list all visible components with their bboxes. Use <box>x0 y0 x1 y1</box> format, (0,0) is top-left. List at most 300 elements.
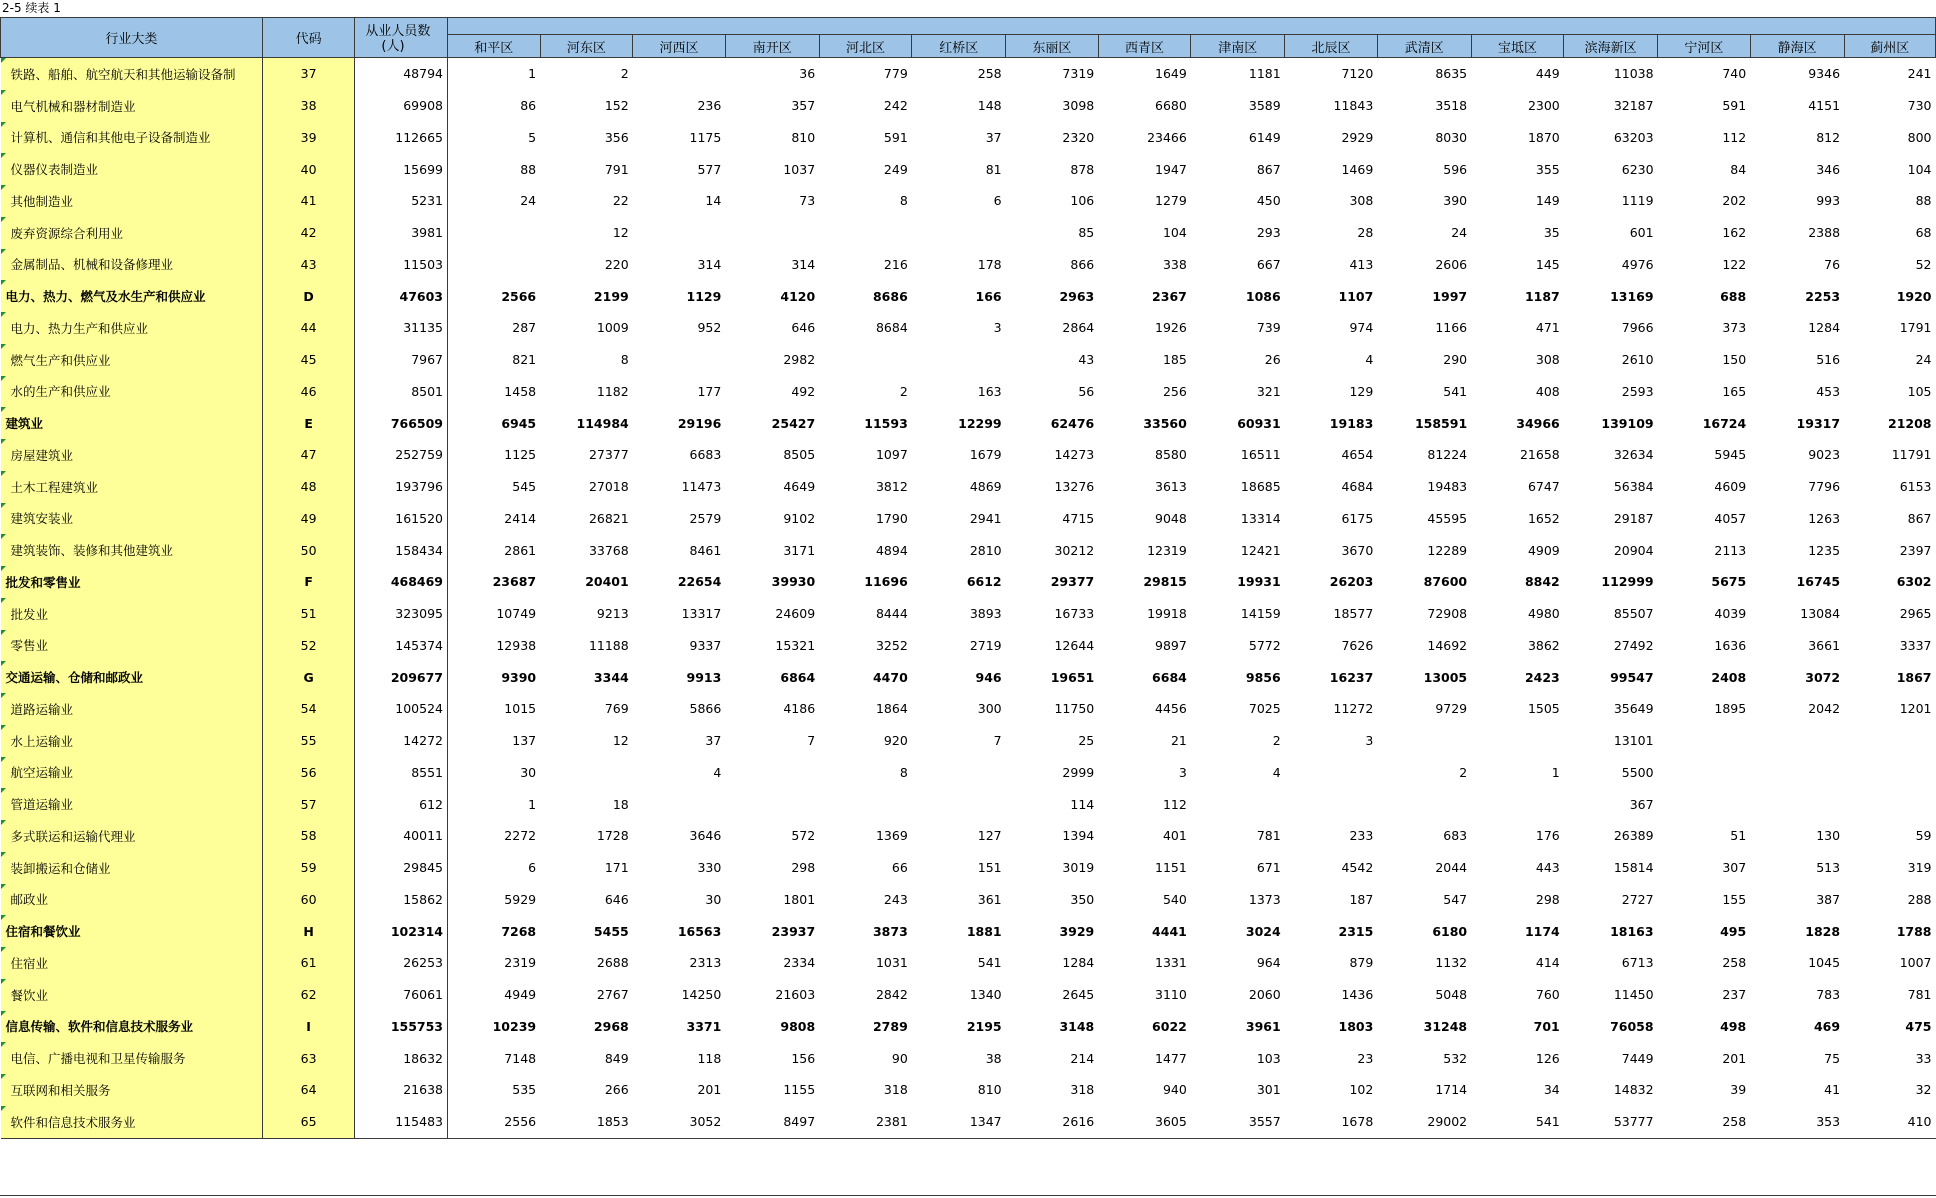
district-value-cell[interactable]: 18577 <box>1285 598 1378 630</box>
district-value-cell[interactable]: 256 <box>1098 376 1191 408</box>
district-value-cell[interactable]: 8444 <box>819 598 912 630</box>
total-employees-cell[interactable]: 21638 <box>355 1074 448 1106</box>
total-employees-cell[interactable]: 766509 <box>355 407 448 439</box>
district-value-cell[interactable]: 2727 <box>1564 884 1658 916</box>
industry-name-cell[interactable]: 邮政业 <box>1 884 263 916</box>
district-value-cell[interactable]: 1369 <box>819 820 912 852</box>
district-value-cell[interactable]: 2397 <box>1844 534 1935 566</box>
industry-code-cell[interactable]: 54 <box>262 693 355 725</box>
district-value-cell[interactable]: 810 <box>725 122 819 154</box>
district-value-cell[interactable]: 1803 <box>1285 1011 1378 1043</box>
district-value-cell[interactable]: 130 <box>1750 820 1844 852</box>
district-value-cell[interactable]: 2968 <box>540 1011 633 1043</box>
district-value-cell[interactable]: 27018 <box>540 471 633 503</box>
district-value-cell[interactable]: 11188 <box>540 630 633 662</box>
district-value-cell[interactable]: 163 <box>912 376 1006 408</box>
district-value-cell[interactable]: 10749 <box>448 598 541 630</box>
district-value-cell[interactable]: 469 <box>1750 1011 1844 1043</box>
industry-code-cell[interactable]: 44 <box>262 312 355 344</box>
district-value-cell[interactable]: 25427 <box>725 407 819 439</box>
district-value-cell[interactable]: 2 <box>1191 725 1285 757</box>
district-value-cell[interactable]: 29377 <box>1006 566 1099 598</box>
district-value-cell[interactable]: 31248 <box>1377 1011 1471 1043</box>
district-value-cell[interactable]: 1853 <box>540 1106 633 1138</box>
district-value-cell[interactable]: 2253 <box>1750 280 1844 312</box>
district-value-cell[interactable]: 87600 <box>1377 566 1471 598</box>
district-value-cell[interactable]: 13005 <box>1377 661 1471 693</box>
district-value-cell[interactable]: 541 <box>1377 376 1471 408</box>
district-value-cell[interactable]: 495 <box>1658 915 1751 947</box>
total-employees-cell[interactable]: 48794 <box>355 58 448 90</box>
total-employees-cell[interactable]: 7967 <box>355 344 448 376</box>
district-value-cell[interactable]: 20904 <box>1564 534 1658 566</box>
district-value-cell[interactable]: 26 <box>1191 344 1285 376</box>
district-value-cell[interactable]: 2842 <box>819 979 912 1011</box>
district-value-cell[interactable]: 449 <box>1471 58 1564 90</box>
district-value-cell[interactable]: 201 <box>1658 1042 1751 1074</box>
industry-code-cell[interactable]: 64 <box>262 1074 355 1106</box>
district-value-cell[interactable]: 242 <box>819 90 912 122</box>
district-value-cell[interactable]: 1107 <box>1285 280 1378 312</box>
district-value-cell[interactable]: 122 <box>1658 249 1751 281</box>
industry-name-cell[interactable]: 建筑安装业 <box>1 503 263 535</box>
district-value-cell[interactable]: 51 <box>1658 820 1751 852</box>
district-value-cell[interactable]: 21603 <box>725 979 819 1011</box>
district-value-cell[interactable]: 1132 <box>1377 947 1471 979</box>
district-value-cell[interactable]: 1728 <box>540 820 633 852</box>
district-value-cell[interactable]: 1007 <box>1844 947 1935 979</box>
district-value-cell[interactable]: 1187 <box>1471 280 1564 312</box>
district-value-cell[interactable]: 13317 <box>633 598 726 630</box>
district-value-cell[interactable]: 33768 <box>540 534 633 566</box>
district-value-cell[interactable]: 8497 <box>725 1106 819 1138</box>
district-value-cell[interactable]: 1458 <box>448 376 541 408</box>
district-value-cell[interactable]: 27492 <box>1564 630 1658 662</box>
district-value-cell[interactable]: 32187 <box>1564 90 1658 122</box>
district-value-cell[interactable]: 266 <box>540 1074 633 1106</box>
header-district[interactable]: 津南区 <box>1191 35 1285 58</box>
district-value-cell[interactable]: 1279 <box>1098 185 1191 217</box>
district-value-cell[interactable]: 867 <box>1844 503 1935 535</box>
district-value-cell[interactable]: 15814 <box>1564 852 1658 884</box>
industry-name-cell[interactable]: 管道运输业 <box>1 788 263 820</box>
district-value-cell[interactable]: 2334 <box>725 947 819 979</box>
district-value-cell[interactable]: 112 <box>1658 122 1751 154</box>
district-value-cell[interactable]: 1284 <box>1750 312 1844 344</box>
district-value-cell[interactable]: 471 <box>1471 312 1564 344</box>
district-value-cell[interactable]: 1997 <box>1377 280 1471 312</box>
district-value-cell[interactable]: 540 <box>1098 884 1191 916</box>
district-value-cell[interactable]: 165 <box>1658 376 1751 408</box>
district-value-cell[interactable]: 781 <box>1844 979 1935 1011</box>
header-district[interactable]: 宁河区 <box>1658 35 1751 58</box>
district-value-cell[interactable] <box>725 217 819 249</box>
district-value-cell[interactable]: 4649 <box>725 471 819 503</box>
district-value-cell[interactable]: 740 <box>1658 58 1751 90</box>
district-value-cell[interactable]: 1881 <box>912 915 1006 947</box>
district-value-cell[interactable]: 1652 <box>1471 503 1564 535</box>
district-value-cell[interactable]: 2388 <box>1750 217 1844 249</box>
district-value-cell[interactable]: 3518 <box>1377 90 1471 122</box>
district-value-cell[interactable]: 6230 <box>1564 153 1658 185</box>
district-value-cell[interactable]: 13314 <box>1191 503 1285 535</box>
district-value-cell[interactable] <box>912 757 1006 789</box>
district-value-cell[interactable]: 8580 <box>1098 439 1191 471</box>
industry-name-cell[interactable]: 仪器仪表制造业 <box>1 153 263 185</box>
district-value-cell[interactable]: 126 <box>1471 1042 1564 1074</box>
district-value-cell[interactable]: 11473 <box>633 471 726 503</box>
district-value-cell[interactable]: 952 <box>633 312 726 344</box>
district-value-cell[interactable]: 7 <box>912 725 1006 757</box>
district-value-cell[interactable]: 13169 <box>1564 280 1658 312</box>
district-value-cell[interactable]: 330 <box>633 852 726 884</box>
district-value-cell[interactable]: 178 <box>912 249 1006 281</box>
district-value-cell[interactable]: 33560 <box>1098 407 1191 439</box>
district-value-cell[interactable]: 2719 <box>912 630 1006 662</box>
district-value-cell[interactable]: 1119 <box>1564 185 1658 217</box>
district-value-cell[interactable]: 45595 <box>1377 503 1471 535</box>
district-value-cell[interactable]: 2313 <box>633 947 726 979</box>
district-value-cell[interactable]: 2982 <box>725 344 819 376</box>
header-employees[interactable] <box>355 18 448 58</box>
district-value-cell[interactable]: 11696 <box>819 566 912 598</box>
industry-name-cell[interactable]: 土木工程建筑业 <box>1 471 263 503</box>
header-district[interactable]: 西青区 <box>1098 35 1191 58</box>
district-value-cell[interactable]: 137 <box>448 725 541 757</box>
industry-name-cell[interactable]: 交通运输、仓储和邮政业 <box>1 661 263 693</box>
district-value-cell[interactable]: 7626 <box>1285 630 1378 662</box>
district-value-cell[interactable]: 1347 <box>912 1106 1006 1138</box>
district-value-cell[interactable]: 2195 <box>912 1011 1006 1043</box>
district-value-cell[interactable]: 361 <box>912 884 1006 916</box>
district-value-cell[interactable]: 102 <box>1285 1074 1378 1106</box>
district-value-cell[interactable]: 30212 <box>1006 534 1099 566</box>
district-value-cell[interactable]: 791 <box>540 153 633 185</box>
total-employees-cell[interactable]: 15699 <box>355 153 448 185</box>
district-value-cell[interactable]: 878 <box>1006 153 1099 185</box>
district-value-cell[interactable]: 1151 <box>1098 852 1191 884</box>
total-employees-cell[interactable]: 29845 <box>355 852 448 884</box>
district-value-cell[interactable]: 6 <box>912 185 1006 217</box>
district-value-cell[interactable]: 541 <box>1471 1106 1564 1138</box>
district-value-cell[interactable]: 1920 <box>1844 280 1935 312</box>
district-value-cell[interactable]: 12 <box>540 725 633 757</box>
total-employees-cell[interactable]: 26253 <box>355 947 448 979</box>
industry-code-cell[interactable]: 62 <box>262 979 355 1011</box>
district-value-cell[interactable]: 410 <box>1844 1106 1935 1138</box>
district-value-cell[interactable]: 3 <box>1285 725 1378 757</box>
district-value-cell[interactable] <box>819 217 912 249</box>
district-value-cell[interactable]: 2593 <box>1564 376 1658 408</box>
district-value-cell[interactable]: 3605 <box>1098 1106 1191 1138</box>
district-value-cell[interactable]: 5 <box>448 122 541 154</box>
industry-name-cell[interactable]: 废弃资源综合利用业 <box>1 217 263 249</box>
district-value-cell[interactable]: 3613 <box>1098 471 1191 503</box>
district-value-cell[interactable]: 321 <box>1191 376 1285 408</box>
industry-name-cell[interactable]: 其他制造业 <box>1 185 263 217</box>
district-value-cell[interactable]: 2315 <box>1285 915 1378 947</box>
industry-name-cell[interactable]: 批发和零售业 <box>1 566 263 598</box>
district-value-cell[interactable]: 8686 <box>819 280 912 312</box>
industry-code-cell[interactable]: 65 <box>262 1106 355 1138</box>
industry-code-cell[interactable]: 37 <box>262 58 355 90</box>
district-value-cell[interactable]: 34 <box>1471 1074 1564 1106</box>
district-value-cell[interactable]: 4609 <box>1658 471 1751 503</box>
district-value-cell[interactable]: 1097 <box>819 439 912 471</box>
industry-code-cell[interactable]: 57 <box>262 788 355 820</box>
district-value-cell[interactable]: 4120 <box>725 280 819 312</box>
district-value-cell[interactable]: 346 <box>1750 153 1844 185</box>
header-code[interactable]: 代码 <box>262 18 355 58</box>
industry-name-cell[interactable]: 住宿业 <box>1 947 263 979</box>
district-value-cell[interactable]: 29187 <box>1564 503 1658 535</box>
district-value-cell[interactable]: 314 <box>633 249 726 281</box>
district-value-cell[interactable]: 6 <box>448 852 541 884</box>
district-value-cell[interactable]: 492 <box>725 376 819 408</box>
district-value-cell[interactable]: 453 <box>1750 376 1844 408</box>
district-value-cell[interactable]: 3661 <box>1750 630 1844 662</box>
district-value-cell[interactable]: 9913 <box>633 661 726 693</box>
industry-name-cell[interactable]: 餐饮业 <box>1 979 263 1011</box>
district-value-cell[interactable]: 946 <box>912 661 1006 693</box>
district-value-cell[interactable]: 1678 <box>1285 1106 1378 1138</box>
district-value-cell[interactable]: 29196 <box>633 407 726 439</box>
total-employees-cell[interactable]: 112665 <box>355 122 448 154</box>
district-value-cell[interactable] <box>448 217 541 249</box>
district-value-cell[interactable]: 43 <box>1006 344 1099 376</box>
district-value-cell[interactable]: 12644 <box>1006 630 1099 662</box>
district-value-cell[interactable]: 667 <box>1191 249 1285 281</box>
industry-code-cell[interactable]: 48 <box>262 471 355 503</box>
district-value-cell[interactable]: 298 <box>725 852 819 884</box>
district-value-cell[interactable]: 3148 <box>1006 1011 1099 1043</box>
district-value-cell[interactable]: 29815 <box>1098 566 1191 598</box>
district-value-cell[interactable]: 59 <box>1844 820 1935 852</box>
district-value-cell[interactable] <box>725 757 819 789</box>
industry-name-cell[interactable]: 批发业 <box>1 598 263 630</box>
district-value-cell[interactable]: 6683 <box>633 439 726 471</box>
total-employees-cell[interactable]: 193796 <box>355 471 448 503</box>
district-value-cell[interactable] <box>633 58 726 90</box>
district-value-cell[interactable]: 350 <box>1006 884 1099 916</box>
district-value-cell[interactable]: 2300 <box>1471 90 1564 122</box>
district-value-cell[interactable]: 236 <box>633 90 726 122</box>
district-value-cell[interactable]: 5675 <box>1658 566 1751 598</box>
district-value-cell[interactable]: 12938 <box>448 630 541 662</box>
district-value-cell[interactable]: 1201 <box>1844 693 1935 725</box>
district-value-cell[interactable] <box>1471 788 1564 820</box>
district-value-cell[interactable]: 26203 <box>1285 566 1378 598</box>
district-value-cell[interactable]: 879 <box>1285 947 1378 979</box>
district-value-cell[interactable]: 8 <box>540 344 633 376</box>
district-value-cell[interactable]: 166 <box>912 280 1006 312</box>
total-employees-cell[interactable]: 40011 <box>355 820 448 852</box>
district-value-cell[interactable]: 516 <box>1750 344 1844 376</box>
district-value-cell[interactable]: 202 <box>1658 185 1751 217</box>
district-value-cell[interactable]: 5772 <box>1191 630 1285 662</box>
district-value-cell[interactable]: 4980 <box>1471 598 1564 630</box>
industry-code-cell[interactable]: 52 <box>262 630 355 662</box>
district-value-cell[interactable]: 56 <box>1006 376 1099 408</box>
district-value-cell[interactable]: 8030 <box>1377 122 1471 154</box>
district-value-cell[interactable]: 16733 <box>1006 598 1099 630</box>
district-value-cell[interactable] <box>725 788 819 820</box>
district-value-cell[interactable]: 3072 <box>1750 661 1844 693</box>
district-value-cell[interactable]: 177 <box>633 376 726 408</box>
industry-name-cell[interactable]: 铁路、船舶、航空航天和其他运输设备制 <box>1 58 263 90</box>
header-district[interactable]: 滨海新区 <box>1564 35 1658 58</box>
district-value-cell[interactable]: 32634 <box>1564 439 1658 471</box>
district-value-cell[interactable]: 7268 <box>448 915 541 947</box>
district-value-cell[interactable]: 1394 <box>1006 820 1099 852</box>
industry-code-cell[interactable]: E <box>262 407 355 439</box>
district-value-cell[interactable]: 150 <box>1658 344 1751 376</box>
industry-code-cell[interactable]: 60 <box>262 884 355 916</box>
district-value-cell[interactable]: 8684 <box>819 312 912 344</box>
district-value-cell[interactable]: 1015 <box>448 693 541 725</box>
district-value-cell[interactable]: 29002 <box>1377 1106 1471 1138</box>
district-value-cell[interactable]: 318 <box>1006 1074 1099 1106</box>
district-value-cell[interactable]: 60931 <box>1191 407 1285 439</box>
district-value-cell[interactable]: 1031 <box>819 947 912 979</box>
district-value-cell[interactable]: 162 <box>1658 217 1751 249</box>
district-value-cell[interactable]: 5945 <box>1658 439 1751 471</box>
district-value-cell[interactable]: 9856 <box>1191 661 1285 693</box>
district-value-cell[interactable]: 401 <box>1098 820 1191 852</box>
district-value-cell[interactable]: 14832 <box>1564 1074 1658 1106</box>
district-value-cell[interactable]: 23687 <box>448 566 541 598</box>
industry-name-cell[interactable]: 零售业 <box>1 630 263 662</box>
district-value-cell[interactable]: 53777 <box>1564 1106 1658 1138</box>
district-value-cell[interactable]: 414 <box>1471 947 1564 979</box>
industry-code-cell[interactable]: 40 <box>262 153 355 185</box>
district-value-cell[interactable]: 2965 <box>1844 598 1935 630</box>
industry-name-cell[interactable]: 装卸搬运和仓储业 <box>1 852 263 884</box>
district-value-cell[interactable]: 11450 <box>1564 979 1658 1011</box>
district-value-cell[interactable]: 7796 <box>1750 471 1844 503</box>
district-value-cell[interactable]: 2 <box>1377 757 1471 789</box>
district-value-cell[interactable]: 216 <box>819 249 912 281</box>
district-value-cell[interactable]: 1037 <box>725 153 819 185</box>
district-value-cell[interactable] <box>1658 788 1751 820</box>
district-value-cell[interactable] <box>1750 788 1844 820</box>
district-value-cell[interactable]: 1926 <box>1098 312 1191 344</box>
district-value-cell[interactable]: 1174 <box>1471 915 1564 947</box>
district-value-cell[interactable]: 149 <box>1471 185 1564 217</box>
total-employees-cell[interactable]: 69908 <box>355 90 448 122</box>
district-value-cell[interactable]: 2272 <box>448 820 541 852</box>
industry-code-cell[interactable]: 38 <box>262 90 355 122</box>
district-value-cell[interactable]: 2199 <box>540 280 633 312</box>
district-value-cell[interactable]: 14159 <box>1191 598 1285 630</box>
district-value-cell[interactable]: 7319 <box>1006 58 1099 90</box>
district-value-cell[interactable]: 6680 <box>1098 90 1191 122</box>
district-value-cell[interactable]: 6684 <box>1098 661 1191 693</box>
district-value-cell[interactable]: 8842 <box>1471 566 1564 598</box>
district-value-cell[interactable]: 1 <box>448 788 541 820</box>
district-value-cell[interactable]: 7966 <box>1564 312 1658 344</box>
district-value-cell[interactable]: 4542 <box>1285 852 1378 884</box>
district-value-cell[interactable]: 541 <box>912 947 1006 979</box>
district-value-cell[interactable]: 201 <box>633 1074 726 1106</box>
district-value-cell[interactable]: 2789 <box>819 1011 912 1043</box>
header-district[interactable]: 和平区 <box>448 35 541 58</box>
district-value-cell[interactable]: 18163 <box>1564 915 1658 947</box>
district-value-cell[interactable]: 9808 <box>725 1011 819 1043</box>
district-value-cell[interactable]: 4684 <box>1285 471 1378 503</box>
district-value-cell[interactable] <box>912 217 1006 249</box>
industry-name-cell[interactable]: 住宿和餐饮业 <box>1 915 263 947</box>
district-value-cell[interactable]: 2616 <box>1006 1106 1099 1138</box>
district-value-cell[interactable]: 1790 <box>819 503 912 535</box>
district-value-cell[interactable]: 1636 <box>1658 630 1751 662</box>
district-value-cell[interactable]: 9213 <box>540 598 633 630</box>
district-value-cell[interactable]: 11593 <box>819 407 912 439</box>
district-value-cell[interactable]: 2963 <box>1006 280 1099 312</box>
district-value-cell[interactable]: 3873 <box>819 915 912 947</box>
district-value-cell[interactable]: 7 <box>725 725 819 757</box>
district-value-cell[interactable] <box>1285 788 1378 820</box>
header-district[interactable]: 河东区 <box>540 35 633 58</box>
district-value-cell[interactable]: 373 <box>1658 312 1751 344</box>
district-value-cell[interactable]: 300 <box>912 693 1006 725</box>
district-value-cell[interactable] <box>1658 757 1751 789</box>
district-value-cell[interactable]: 1947 <box>1098 153 1191 185</box>
district-value-cell[interactable]: 812 <box>1750 122 1844 154</box>
industry-name-cell[interactable]: 电力、热力、燃气及水生产和供应业 <box>1 280 263 312</box>
district-value-cell[interactable]: 730 <box>1844 90 1935 122</box>
industry-code-cell[interactable]: H <box>262 915 355 947</box>
district-value-cell[interactable]: 3961 <box>1191 1011 1285 1043</box>
district-value-cell[interactable]: 2941 <box>912 503 1006 535</box>
district-value-cell[interactable]: 475 <box>1844 1011 1935 1043</box>
district-value-cell[interactable]: 646 <box>725 312 819 344</box>
total-employees-cell[interactable]: 252759 <box>355 439 448 471</box>
district-value-cell[interactable]: 2861 <box>448 534 541 566</box>
district-value-cell[interactable]: 5455 <box>540 915 633 947</box>
district-value-cell[interactable]: 7120 <box>1285 58 1378 90</box>
district-value-cell[interactable]: 8505 <box>725 439 819 471</box>
district-value-cell[interactable]: 30 <box>633 884 726 916</box>
district-value-cell[interactable]: 21 <box>1098 725 1191 757</box>
district-value-cell[interactable]: 2929 <box>1285 122 1378 154</box>
district-value-cell[interactable]: 19918 <box>1098 598 1191 630</box>
district-value-cell[interactable]: 112 <box>1098 788 1191 820</box>
district-value-cell[interactable]: 5866 <box>633 693 726 725</box>
district-value-cell[interactable] <box>1750 725 1844 757</box>
district-value-cell[interactable] <box>1285 757 1378 789</box>
total-employees-cell[interactable]: 31135 <box>355 312 448 344</box>
district-value-cell[interactable]: 760 <box>1471 979 1564 1011</box>
district-value-cell[interactable]: 88 <box>1844 185 1935 217</box>
district-value-cell[interactable]: 577 <box>633 153 726 185</box>
industry-code-cell[interactable]: I <box>262 1011 355 1043</box>
district-value-cell[interactable]: 3337 <box>1844 630 1935 662</box>
district-value-cell[interactable]: 5500 <box>1564 757 1658 789</box>
header-district[interactable]: 河北区 <box>819 35 912 58</box>
district-value-cell[interactable]: 9390 <box>448 661 541 693</box>
district-value-cell[interactable]: 114 <box>1006 788 1099 820</box>
district-value-cell[interactable]: 408 <box>1471 376 1564 408</box>
district-value-cell[interactable]: 4039 <box>1658 598 1751 630</box>
district-value-cell[interactable]: 5929 <box>448 884 541 916</box>
district-value-cell[interactable]: 16511 <box>1191 439 1285 471</box>
district-value-cell[interactable]: 127 <box>912 820 1006 852</box>
header-district[interactable]: 蓟州区 <box>1844 35 1935 58</box>
district-value-cell[interactable]: 12421 <box>1191 534 1285 566</box>
total-employees-cell[interactable]: 468469 <box>355 566 448 598</box>
district-value-cell[interactable]: 258 <box>1658 947 1751 979</box>
